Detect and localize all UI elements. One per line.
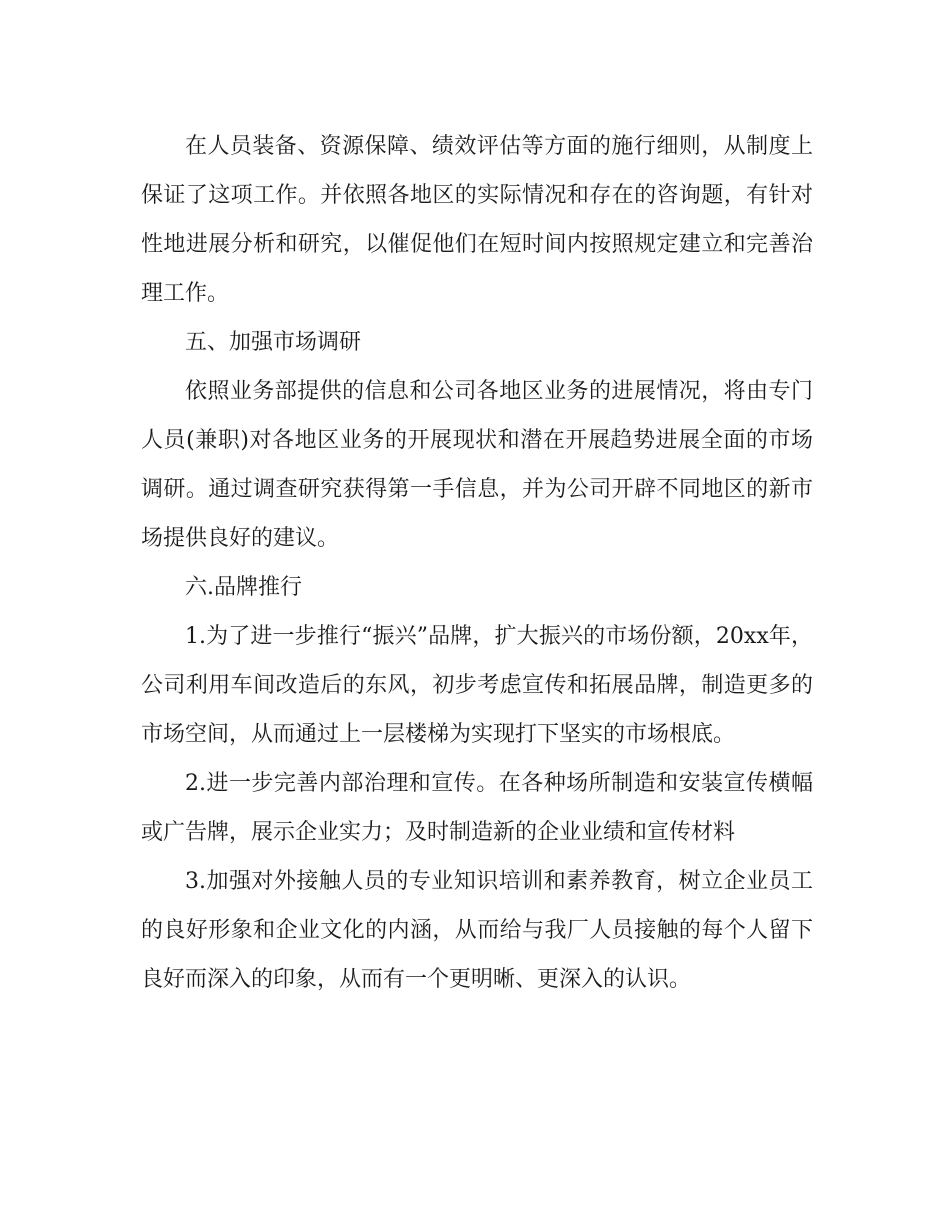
text-line: 公司利用车间改造后的东风，初步考虑宣传和拓展品牌，制造更多的 <box>141 673 813 698</box>
text-line: 场提供良好的建议。 <box>141 526 340 551</box>
text-line: 1.为了进一步推行“振兴”品牌，扩大振兴的市场份额，20xx年， <box>185 624 813 649</box>
text-line: 3.加强对外接触人员的专业知识培训和素养教育，树立企业员工 <box>185 869 813 894</box>
text-line: 的良好形象和企业文化的内涵，从而给与我厂人员接触的每个人留下 <box>141 918 813 943</box>
text-line: 或广告牌，展示企业实力；及时制造新的企业业绩和宣传材料 <box>141 820 736 845</box>
text-line: 性地进展分析和研究，以催促他们在短时间内按照规定建立和完善治 <box>141 232 813 257</box>
text-line: 2.进一步完善内部治理和宣传。在各种场所制造和安装宣传横幅 <box>185 771 813 796</box>
list-item-3 <box>141 857 813 1004</box>
text-line: 市场空间，从而通过上一层楼梯为实现打下坚实的市场根底。 <box>141 722 736 747</box>
document-page <box>141 122 813 1004</box>
paragraph-market-research <box>141 367 813 563</box>
text-line: 保证了这项工作。并依照各地区的实际情况和存在的咨询题，有针对 <box>141 183 813 208</box>
paragraph-implementation <box>141 122 813 318</box>
text-line: 人员(兼职)对各地区业务的开展现状和潜在开展趋势进展全面的市场 <box>141 428 813 453</box>
text-line: 良好而深入的印象，从而有一个更明晰、更深入的认识。 <box>141 967 692 992</box>
list-item-1 <box>141 612 813 759</box>
section-heading-brand-promotion: 六.品牌推行 <box>185 575 302 600</box>
text-line: 调研。通过调查研究获得第一手信息，并为公司开辟不同地区的新市 <box>141 477 813 502</box>
text-line: 理工作。 <box>141 281 230 306</box>
text-line: 在人员装备、资源保障、绩效评估等方面的施行细则，从制度上 <box>185 134 813 159</box>
section-heading-market-research: 五、加强市场调研 <box>185 330 362 355</box>
list-item-2 <box>141 759 813 857</box>
text-line: 依照业务部提供的信息和公司各地区业务的进展情况，将由专门 <box>185 379 813 404</box>
